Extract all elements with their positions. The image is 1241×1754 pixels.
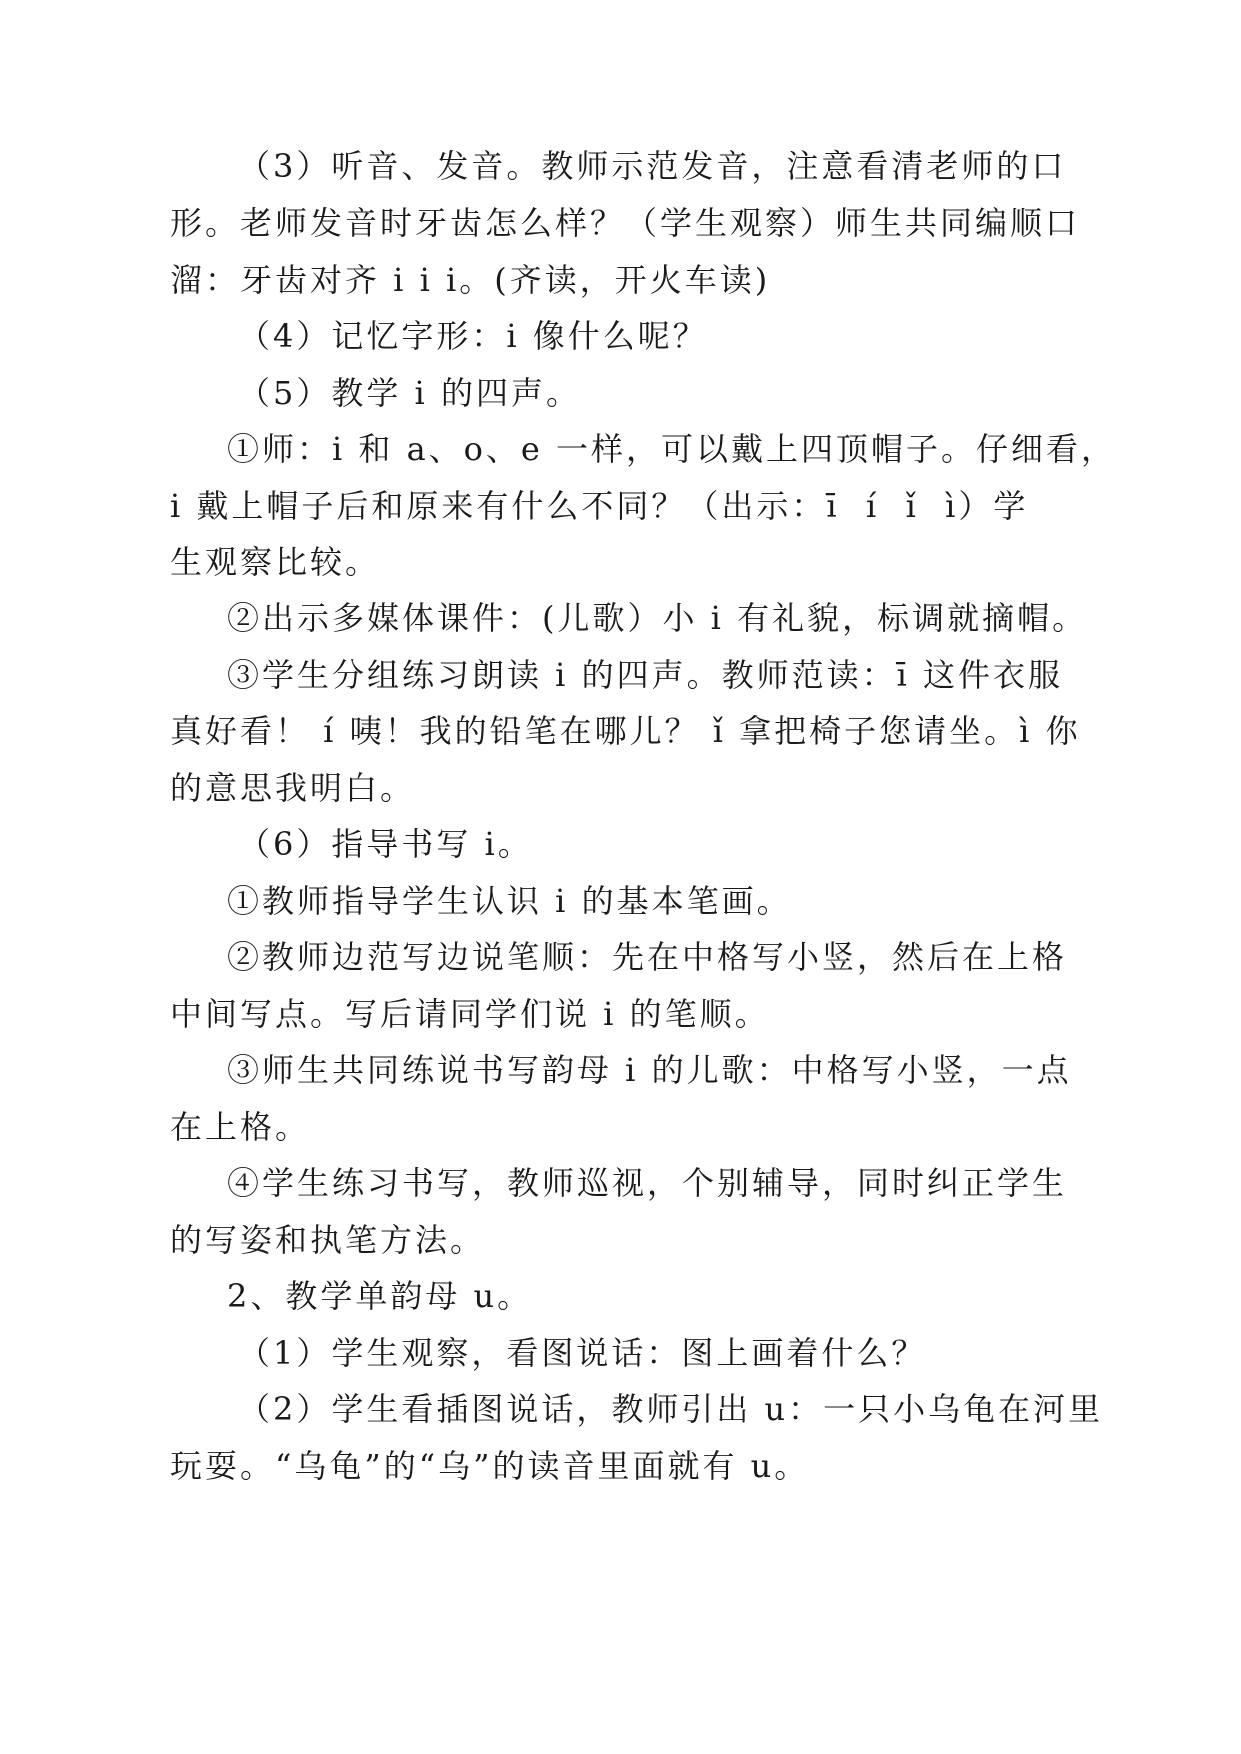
text-line: 真好看！ í 咦！我的铅笔在哪儿？ ǐ 拿把椅子您请坐。ì 你 (170, 712, 1081, 750)
text-line: 在上格。 (170, 1108, 311, 1146)
text-line: 生观察比较。 (170, 543, 381, 581)
text-line: ①教师指导学生认识 i 的基本笔画。 (227, 882, 792, 920)
text-line: （6）指导书写 i。 (238, 825, 533, 863)
text-line: 溜：牙齿对齐 i i i。(齐读，开火车读) (170, 261, 771, 299)
text-line: ④学生练习书写，教师巡视，个别辅导，同时纠正学生 (227, 1164, 1068, 1202)
text-line: ③学生分组练习朗读 i 的四声。教师范读：ī 这件衣服 (227, 656, 1063, 694)
text-line: 的意思我明白。 (170, 769, 416, 807)
text-line: ③师生共同练说书写韵母 i 的儿歌：中格写小竖，一点 (227, 1051, 1072, 1089)
text-line: 玩耍。“乌龟”的“乌”的读音里面就有 u。 (170, 1447, 810, 1485)
text-line: （1）学生观察，看图说话：图上画着什么？ (238, 1334, 927, 1372)
text-line: （4）记忆字形：i 像什么呢？ (238, 317, 708, 355)
text-line: i 戴上帽子后和原来有什么不同？（出示：ī í ǐ ì）学 (170, 487, 1029, 525)
text-line: 的写姿和执笔方法。 (170, 1221, 486, 1259)
text-line: 2、教学单韵母 u。 (227, 1277, 533, 1315)
text-line: ②教师边范写边说笔顺：先在中格写小竖，然后在上格 (227, 938, 1068, 976)
text-line: ①师：i 和 a、o、e 一样，可以戴上四顶帽子。仔细看， (227, 430, 1117, 468)
text-line: ②出示多媒体课件：(儿歌）小 i 有礼貌，标调就摘帽。 (227, 599, 1088, 637)
text-line: （2）学生看插图说话，教师引出 u：一只小乌龟在河里 (238, 1390, 1104, 1428)
text-line: （5）教学 i 的四声。 (238, 374, 581, 412)
text-line: （3）听音、发音。教师示范发音，注意看清老师的口 (238, 147, 1067, 185)
text-line: 中间写点。写后请同学们说 i 的笔顺。 (170, 995, 770, 1033)
text-line: 形。老师发音时牙齿怎么样？（学生观察）师生共同编顺口 (170, 204, 1081, 242)
